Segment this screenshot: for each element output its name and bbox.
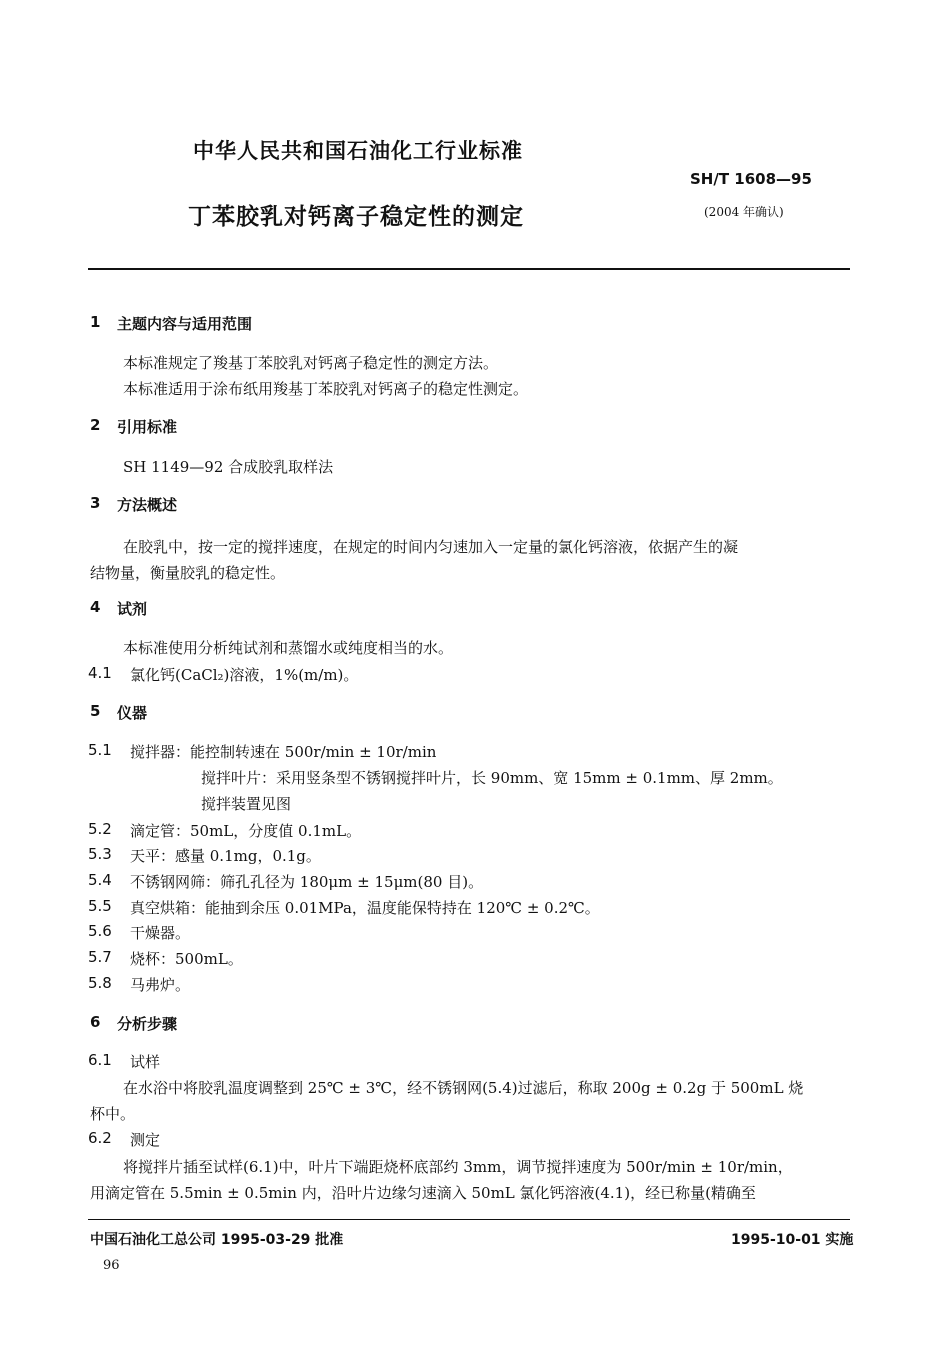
item-6-2-title: 测定 — [130, 1131, 161, 1149]
section-3-title: 方法概述 — [117, 496, 178, 514]
section-2-title: 引用标准 — [117, 418, 178, 436]
item-6-1-number: 6.1 — [88, 1051, 112, 1069]
item-5-1-figure-ref: 搅拌装置见图 — [201, 795, 292, 813]
item-5-4-text: 不锈钢网筛：筛孔孔径为 180μm ± 15μm(80 目)。 — [130, 873, 484, 891]
section-2-para-1: SH 1149—92 合成胶乳取样法 — [123, 458, 334, 476]
section-3-para-line-1: 在胶乳中，按一定的搅拌速度，在规定的时间内匀速加入一定量的氯化钙溶液，依据产生的凝 — [123, 538, 739, 556]
section-6-title: 分析步骤 — [117, 1015, 178, 1033]
effective-date: 1995-10-01 实施 — [731, 1232, 854, 1248]
item-5-5-text: 真空烘箱：能抽到余压 0.01MPa，温度能保特持在 120℃ ± 0.2℃。 — [130, 899, 600, 917]
item-5-2-text: 滴定管：50mL，分度值 0.1mL。 — [130, 822, 362, 840]
item-6-2-number: 6.2 — [88, 1129, 112, 1147]
section-1-title: 主题内容与适用范围 — [117, 315, 253, 333]
item-5-6-text: 干燥器。 — [130, 924, 191, 942]
item-5-8-number: 5.8 — [88, 974, 112, 992]
item-5-8-text: 马弗炉。 — [130, 976, 191, 994]
item-4-1-number: 4.1 — [88, 664, 112, 682]
standard-code: SH/T 1608—95 — [690, 170, 812, 188]
item-5-7-text: 烧杯：500mL。 — [130, 950, 243, 968]
item-6-1-para-line-1: 在水浴中将胶乳温度调整到 25℃ ± 3℃，经不锈钢网(5.4)过滤后，称取 200g ± 0.2g 于 500mL 烧 — [123, 1079, 804, 1097]
section-2-number: 2 — [90, 416, 101, 434]
item-5-3-number: 5.3 — [88, 845, 112, 863]
section-4-para-1: 本标准使用分析纯试剂和蒸馏水或纯度相当的水。 — [123, 639, 454, 657]
confirm-note: (2004 年确认) — [704, 205, 784, 219]
item-5-1-number: 5.1 — [88, 741, 112, 759]
section-3-para-line-2: 结物量，衡量胶乳的稳定性。 — [90, 564, 286, 582]
section-5-number: 5 — [90, 702, 101, 720]
org-title: 中华人民共和国石油化工行业标准 — [193, 139, 523, 163]
section-3-number: 3 — [90, 494, 101, 512]
section-4-number: 4 — [90, 598, 101, 616]
item-6-2-para-line-1: 将搅拌片插至试样(6.1)中，叶片下端距烧杯底部约 3mm，调节搅拌速度为 500r/min ± 10r/min， — [123, 1158, 793, 1176]
item-4-1-text: 氯化钙(CaCl₂)溶液，1%(m/m)。 — [130, 666, 359, 684]
item-5-4-number: 5.4 — [88, 871, 112, 889]
section-5-title: 仪器 — [117, 704, 148, 722]
approval-note: 中国石油化工总公司 1995-03-29 批准 — [90, 1232, 344, 1248]
item-5-1-blade-text: 搅拌叶片：采用竖条型不锈钢搅拌叶片，长 90mm、宽 15mm ± 0.1mm、厚 2mm。 — [201, 769, 783, 787]
section-1-para-2: 本标准适用于涂布纸用羧基丁苯胶乳对钙离子的稳定性测定。 — [123, 380, 529, 398]
item-6-1-title: 试样 — [130, 1053, 161, 1071]
item-5-7-number: 5.7 — [88, 948, 112, 966]
item-5-2-number: 5.2 — [88, 820, 112, 838]
page-number: 96 — [103, 1258, 120, 1273]
item-6-2-para-line-2: 用滴定管在 5.5min ± 0.5min 内，沿叶片边缘匀速滴入 50mL 氯化钙溶液(4.1)，经已称量(精确至 — [90, 1184, 756, 1202]
header-rule — [88, 268, 850, 270]
item-5-1-text: 搅拌器：能控制转速在 500r/min ± 10r/min — [130, 743, 437, 761]
section-1-para-1: 本标准规定了羧基丁苯胶乳对钙离子稳定性的测定方法。 — [123, 354, 499, 372]
footer-rule — [88, 1219, 850, 1220]
section-4-title: 试剂 — [117, 600, 148, 618]
item-5-3-text: 天平：感量 0.1mg，0.1g。 — [130, 847, 321, 865]
item-5-6-number: 5.6 — [88, 922, 112, 940]
item-5-5-number: 5.5 — [88, 897, 112, 915]
section-1-number: 1 — [90, 313, 101, 331]
section-6-number: 6 — [90, 1013, 101, 1031]
document-title: 丁苯胶乳对钙离子稳定性的测定 — [188, 204, 524, 230]
item-6-1-para-line-2: 杯中。 — [90, 1105, 136, 1123]
